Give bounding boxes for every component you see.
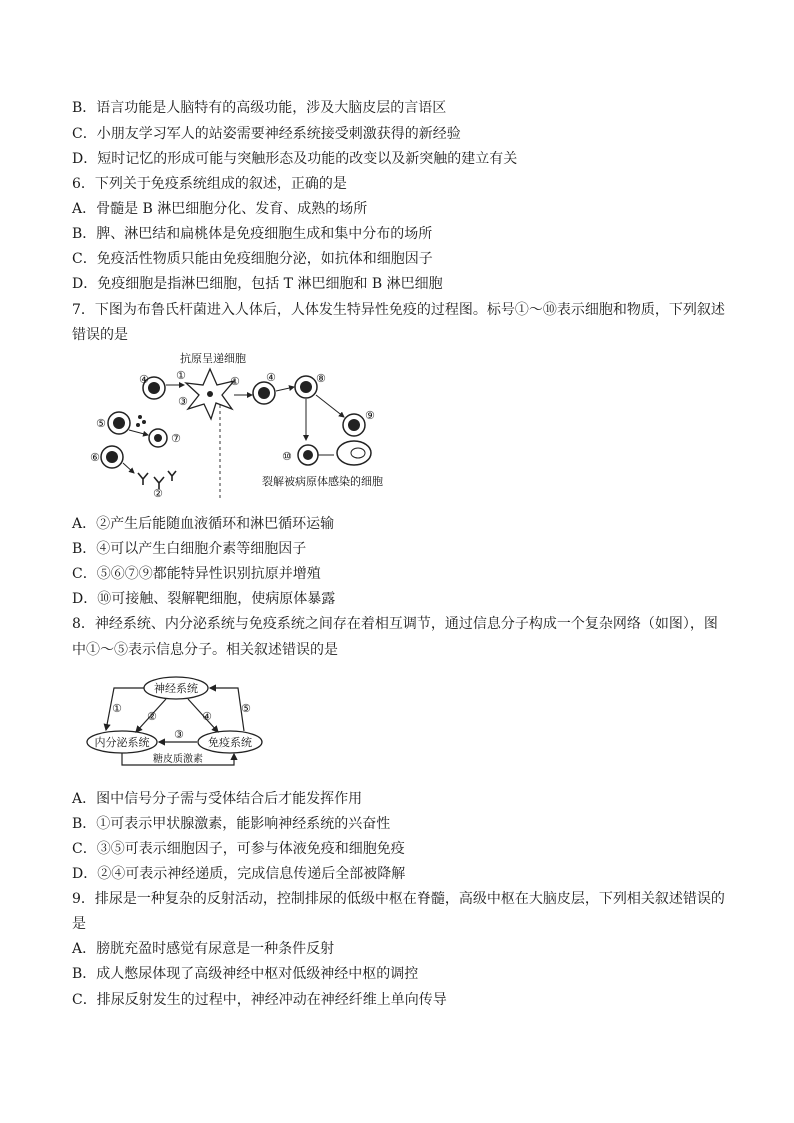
immune-process-figure	[74, 347, 394, 507]
lysis-label: 裂解被病原体感染的细胞	[262, 475, 383, 488]
q7-stem-line1: 7．下图为布鲁氏杆菌进入人体后，人体发生特异性免疫的过程图。标号①～⑩表示细胞和物质，下列叙述	[72, 302, 725, 318]
mark-1-right: ①	[230, 375, 240, 388]
q8-option-c: C．③⑤可表示细胞因子，可参与体液免疫和细胞免疫	[72, 841, 405, 857]
q8-option-b: B．①可表示甲状腺激素，能影响神经系统的兴奋性	[72, 816, 391, 832]
mark-5: ⑤	[96, 417, 106, 430]
q5-option-b: B．语言功能是人脑特有的高级功能，涉及大脑皮层的言语区	[72, 100, 447, 116]
q7-option-d: D．⑩可接触、裂解靶细胞，使病原体暴露	[72, 591, 336, 607]
nervous-label: 神经系统	[154, 682, 198, 695]
mark-m2: ②	[147, 710, 157, 723]
mark-4-right: ④	[266, 371, 276, 384]
regulation-network-figure	[84, 670, 274, 774]
mark-m5: ⑤	[241, 702, 251, 715]
q8-stem-line2: 中①～⑤表示信息分子。相关叙述错误的是	[72, 642, 338, 658]
q5-option-d: D．短时记忆的形成可能与突触形态及功能的改变以及新突触的建立有关	[72, 151, 518, 167]
q9-stem-line1: 9．排尿是一种复杂的反射活动，控制排尿的低级中枢在脊髓，高级中枢在大脑皮层，下列相关叙述错误的	[72, 891, 725, 907]
q6-stem: 6．下列关于免疫系统组成的叙述，正确的是	[72, 176, 347, 192]
q6-option-d: D．免疫细胞是指淋巴细胞，包括 T 淋巴细胞和 B 淋巴细胞	[72, 276, 443, 292]
q9-option-b: B．成人憋尿体现了高级神经中枢对低级神经中枢的调控	[72, 966, 419, 982]
q8-option-a: A．图中信号分子需与受体结合后才能发挥作用	[72, 791, 363, 807]
mark-m4: ④	[202, 710, 212, 723]
mark-10: ⑩	[282, 450, 292, 463]
q8-option-d: D．②④可表示神经递质，完成信息传递后全部被降解	[72, 866, 406, 882]
q7-option-b: B．④可以产生白细胞介素等细胞因子	[72, 541, 307, 557]
mark-9: ⑨	[365, 409, 375, 422]
mark-6: ⑥	[90, 451, 100, 464]
endocrine-label: 内分泌系统	[94, 736, 150, 749]
q6-option-c: C．免疫活性物质只能由免疫细胞分泌，如抗体和细胞因子	[72, 251, 433, 267]
mark-3: ③	[178, 395, 188, 408]
mark-2: ②	[153, 487, 163, 500]
q7-option-c: C．⑤⑥⑦⑨都能特异性识别抗原并增殖	[72, 566, 321, 582]
mark-m3: ③	[174, 728, 184, 741]
apc-label: 抗原呈递细胞	[180, 352, 246, 365]
immune-label: 免疫系统	[208, 736, 252, 749]
mark-7: ⑦	[171, 432, 181, 445]
q7-stem-line2: 错误的是	[72, 327, 128, 343]
q6-option-b: B．脾、淋巴结和扁桃体是免疫细胞生成和集中分布的场所	[72, 226, 433, 242]
q9-option-c: C．排尿反射发生的过程中，神经冲动在神经纤维上单向传导	[72, 992, 447, 1008]
mark-1-left: ①	[176, 369, 186, 382]
q7-option-a: A．②产生后能随血液循环和淋巴循环运输	[72, 516, 335, 532]
glucocorticoid-label: 糖皮质激素	[153, 754, 203, 765]
q5-option-c: C．小朋友学习军人的站姿需要神经系统接受刺激获得的新经验	[72, 126, 461, 142]
q9-option-a: A．膀胱充盈时感觉有尿意是一种条件反射	[72, 941, 335, 957]
mark-4-left: ④	[139, 373, 149, 386]
mark-m1: ①	[112, 702, 122, 715]
mark-8: ⑧	[316, 372, 326, 385]
q9-stem-line2: 是	[72, 916, 86, 932]
q6-option-a: A．骨髓是 B 淋巴细胞分化、发育、成熟的场所	[72, 201, 368, 217]
q8-stem-line1: 8．神经系统、内分泌系统与免疫系统之间存在着相互调节，通过信息分子构成一个复杂网络（如图），图	[72, 616, 718, 632]
